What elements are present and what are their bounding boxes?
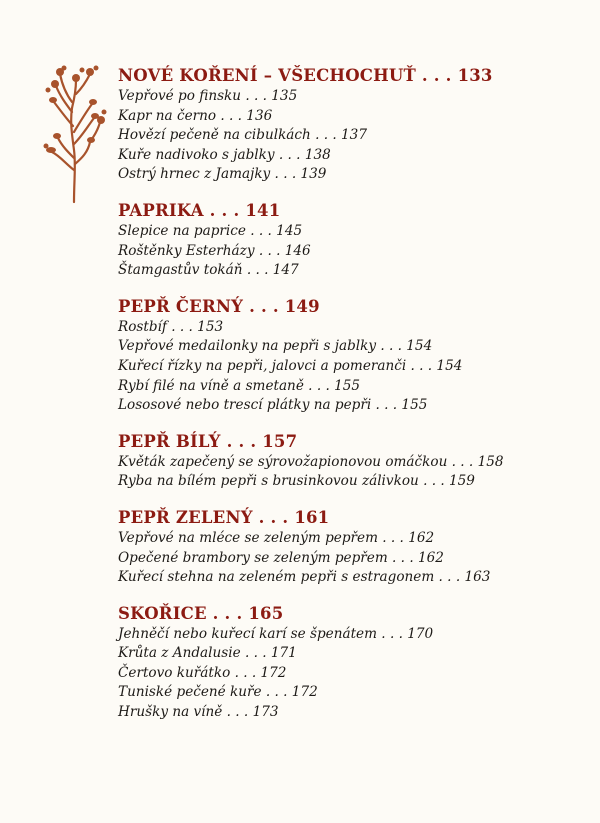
section-heading: PEPŘ BÍLÝ . . . 157 — [118, 431, 298, 451]
section-paprika — [118, 199, 588, 281]
recipe-entry: Ostrý hrnec z Jamajky . . . 139 — [118, 166, 327, 183]
section-skorice — [118, 602, 588, 723]
section-heading: NOVÉ KOŘENÍ – VŠECHOCHUŤ . . . 133 — [118, 66, 493, 85]
recipe-entry: Vepřové medailonky na pepři s jablky . . . 154 — [118, 338, 433, 355]
section-heading: SKOŘICE . . . 165 — [118, 603, 284, 623]
section-heading: PEPŘ ZELENÝ . . . 161 — [118, 507, 330, 527]
section-nove-koreni — [118, 64, 588, 185]
recipe-entry: Kuřecí stehna na zeleném pepři s estragonem . . . 163 — [118, 569, 491, 586]
section-pepr-cerny — [118, 295, 588, 416]
recipe-entry: Čertovo kuřátko . . . 172 — [118, 664, 287, 681]
recipe-entry: Vepřové po finsku . . . 135 — [118, 88, 298, 104]
section-heading: PEPŘ ČERNÝ . . . 149 — [118, 296, 320, 316]
recipe-entry: Kuřecí řízky na pepři, jalovci a pomeranči . . . 154 — [118, 357, 463, 374]
section-heading: PAPRIKA . . . 141 — [118, 200, 281, 220]
recipe-entry: Lososové nebo trescí plátky na pepři . . . 155 — [118, 397, 428, 414]
recipe-entry: Slepice na paprice . . . 145 — [118, 222, 303, 239]
recipe-list — [118, 318, 588, 416]
recipe-list — [118, 453, 588, 492]
recipe-entry: Opečené brambory se zeleným pepřem . . . 162 — [118, 549, 444, 566]
recipe-entry: Jehněčí nebo kuřecí karí se špenátem . . . 170 — [118, 625, 434, 642]
recipe-list — [118, 625, 588, 723]
recipe-entry: Roštěnky Esterházy . . . 146 — [118, 242, 311, 259]
recipe-entry: Květák zapečený se sýrovožapionovou omáčkou . . . 158 — [118, 453, 504, 470]
recipe-list — [118, 222, 588, 281]
recipe-list — [118, 529, 588, 588]
recipe-entry: Hrušky na víně . . . 173 — [118, 704, 279, 721]
recipe-entry: Rybí filé na víně a smetaně . . . 155 — [118, 377, 361, 394]
recipe-entry: Hovězí pečeně na cibulkách . . . 137 — [118, 127, 367, 144]
recipe-list — [118, 87, 588, 185]
allspice-plant-illustration-icon — [30, 60, 112, 205]
recipe-entry: Tuniské pečené kuře . . . 172 — [118, 684, 318, 701]
recipe-entry: Ryba na bílém pepři s brusinkovou zálivkou . . . 159 — [118, 473, 475, 490]
recipe-entry: Kuře nadivoko s jablky . . . 138 — [118, 146, 331, 163]
section-pepr-zeleny — [118, 506, 588, 588]
recipe-entry: Vepřové na mléce se zeleným pepřem . . . 162 — [118, 529, 435, 546]
section-pepr-bily — [118, 430, 588, 492]
recipe-entry: Krůta z Andalusie . . . 171 — [118, 645, 297, 662]
recipe-entry: Štamgastův tokáň . . . 147 — [118, 262, 299, 279]
recipe-entry: Rostbíf . . . 153 — [118, 318, 224, 335]
table-of-contents — [118, 64, 588, 737]
recipe-entry: Kapr na černo . . . 136 — [118, 107, 273, 124]
